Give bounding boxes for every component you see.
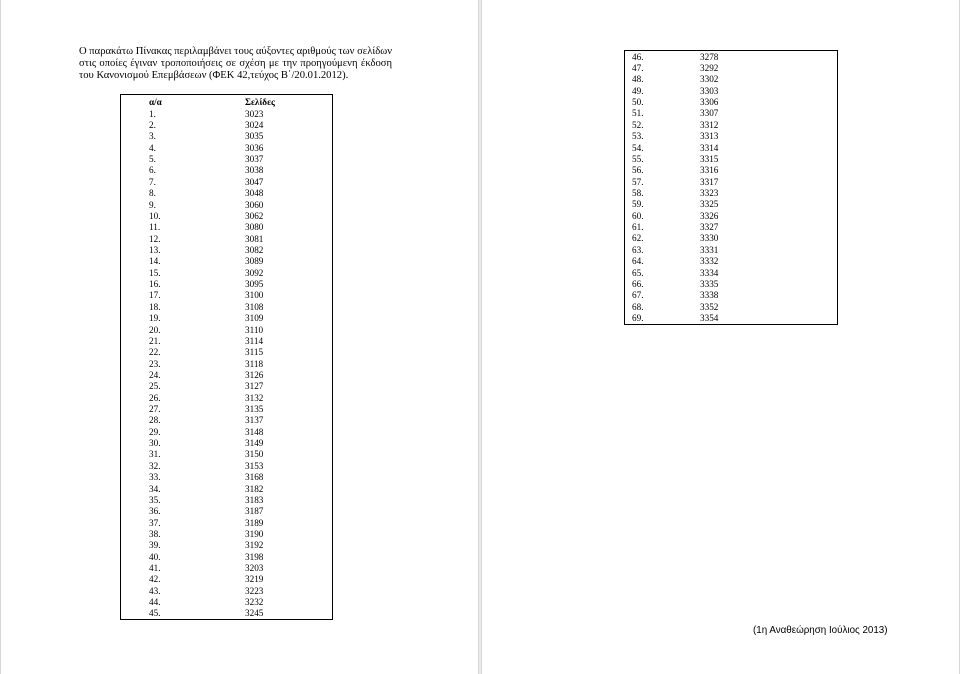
row-page: 3118 <box>245 358 264 369</box>
row-page: 3081 <box>245 233 264 244</box>
row-number: 46. <box>632 51 644 62</box>
row-page: 3332 <box>700 256 719 267</box>
row-number: 31. <box>149 449 161 460</box>
table-row <box>121 585 333 596</box>
row-number: 62. <box>632 233 644 244</box>
table-row <box>121 108 333 119</box>
table-row <box>121 369 333 380</box>
row-number: 24. <box>149 369 161 380</box>
row-number: 61. <box>632 222 644 233</box>
row-page: 3314 <box>700 142 719 153</box>
row-page: 3060 <box>245 199 264 210</box>
row-page: 3114 <box>245 335 264 346</box>
row-number: 36. <box>149 506 161 517</box>
table-row <box>625 74 838 85</box>
table-row <box>625 176 838 187</box>
row-page: 3352 <box>700 301 719 312</box>
row-page: 3092 <box>245 267 264 278</box>
table-row <box>121 188 333 199</box>
table-row <box>121 562 333 573</box>
table-row <box>121 358 333 369</box>
table-row <box>121 449 333 460</box>
row-number: 30. <box>149 438 161 449</box>
row-page: 3036 <box>245 142 264 153</box>
row-number: 7. <box>149 176 156 187</box>
row-page: 3095 <box>245 279 264 290</box>
table-row <box>625 278 838 289</box>
table-row <box>625 119 838 130</box>
row-number: 67. <box>632 290 644 301</box>
row-page: 3219 <box>245 574 264 585</box>
row-number: 69. <box>632 312 644 323</box>
row-page: 3334 <box>700 267 719 278</box>
row-number: 13. <box>149 244 161 255</box>
table-row <box>121 437 333 448</box>
table-row <box>625 187 838 198</box>
table-row <box>625 210 838 221</box>
row-page: 3198 <box>245 551 264 562</box>
table-row <box>121 278 333 289</box>
row-page: 3153 <box>245 460 264 471</box>
row-page: 3037 <box>245 154 264 165</box>
table-row <box>121 347 333 358</box>
row-page: 3245 <box>245 608 264 619</box>
row-number: 10. <box>149 210 161 221</box>
table-row <box>625 142 838 153</box>
table-row <box>625 62 838 73</box>
revision-footer: (1η Αναθεώρηση Ιούλιος 2013) <box>753 625 888 636</box>
table-row <box>121 381 333 392</box>
row-number: 45. <box>149 608 161 619</box>
row-number: 17. <box>149 290 161 301</box>
row-page: 3278 <box>700 51 719 62</box>
row-number: 43. <box>149 585 161 596</box>
row-page: 3338 <box>700 290 719 301</box>
row-number: 14. <box>149 256 161 267</box>
row-number: 12. <box>149 233 161 244</box>
row-number: 39. <box>149 540 161 551</box>
row-page: 3326 <box>700 210 719 221</box>
table-row <box>121 119 333 130</box>
row-page: 3149 <box>245 438 264 449</box>
row-page: 3108 <box>245 301 264 312</box>
table-row <box>625 290 838 301</box>
row-number: 35. <box>149 494 161 505</box>
table-row <box>121 176 333 187</box>
row-number: 56. <box>632 165 644 176</box>
row-number: 38. <box>149 528 161 539</box>
row-page: 3223 <box>245 585 264 596</box>
row-number: 3. <box>149 131 156 142</box>
row-number: 23. <box>149 358 161 369</box>
table-row <box>121 403 333 414</box>
row-page: 3137 <box>245 415 264 426</box>
table-row <box>121 596 333 607</box>
row-page: 3100 <box>245 290 264 301</box>
row-page: 3047 <box>245 176 264 187</box>
row-number: 40. <box>149 551 161 562</box>
table-row <box>121 210 333 221</box>
row-number: 29. <box>149 426 161 437</box>
row-page: 3023 <box>245 108 264 119</box>
table-row <box>121 222 333 233</box>
row-number: 27. <box>149 404 161 415</box>
row-page: 3354 <box>700 312 719 323</box>
row-number: 47. <box>632 63 644 74</box>
row-page: 3189 <box>245 517 264 528</box>
table-row <box>121 153 333 164</box>
row-number: 20. <box>149 324 161 335</box>
header-aa: α/α <box>149 96 162 107</box>
row-page: 3325 <box>700 199 719 210</box>
table-row <box>625 199 838 210</box>
table-row <box>625 51 838 63</box>
row-number: 25. <box>149 381 161 392</box>
table-header-row <box>121 95 333 109</box>
row-number: 1. <box>149 108 156 119</box>
table-row <box>625 312 838 324</box>
row-number: 26. <box>149 392 161 403</box>
row-number: 58. <box>632 187 644 198</box>
table-row <box>121 165 333 176</box>
table-row <box>121 290 333 301</box>
row-page: 3187 <box>245 506 264 517</box>
row-page: 3080 <box>245 222 264 233</box>
page-right <box>481 0 960 674</box>
row-number: 53. <box>632 131 644 142</box>
table-row <box>121 608 333 620</box>
row-number: 34. <box>149 483 161 494</box>
pages-table-right <box>624 50 838 325</box>
table-row <box>121 131 333 142</box>
row-page: 3315 <box>700 153 719 164</box>
row-page: 3292 <box>700 63 719 74</box>
table-row <box>121 528 333 539</box>
row-page: 3190 <box>245 528 264 539</box>
table-row <box>625 165 838 176</box>
row-page: 3303 <box>700 85 719 96</box>
row-page: 3062 <box>245 210 264 221</box>
row-number: 66. <box>632 278 644 289</box>
row-page: 3335 <box>700 278 719 289</box>
table-row <box>121 142 333 153</box>
row-page: 3048 <box>245 188 264 199</box>
row-page: 3132 <box>245 392 264 403</box>
row-page: 3232 <box>245 597 264 608</box>
row-number: 63. <box>632 244 644 255</box>
row-page: 3168 <box>245 472 264 483</box>
table-row <box>625 267 838 278</box>
row-number: 64. <box>632 256 644 267</box>
row-number: 49. <box>632 85 644 96</box>
table-row <box>625 96 838 107</box>
row-page: 3038 <box>245 165 264 176</box>
page-left <box>0 0 479 674</box>
table-row <box>121 199 333 210</box>
row-page: 3317 <box>700 176 719 187</box>
table-row <box>625 233 838 244</box>
row-number: 18. <box>149 301 161 312</box>
table-row <box>121 301 333 312</box>
row-page: 3126 <box>245 369 264 380</box>
row-number: 65. <box>632 267 644 278</box>
row-number: 51. <box>632 108 644 119</box>
row-page: 3192 <box>245 540 264 551</box>
row-number: 55. <box>632 153 644 164</box>
row-number: 9. <box>149 199 156 210</box>
row-number: 48. <box>632 74 644 85</box>
table-row <box>625 108 838 119</box>
row-number: 4. <box>149 142 156 153</box>
row-number: 50. <box>632 97 644 108</box>
table-row <box>121 551 333 562</box>
row-number: 6. <box>149 165 156 176</box>
row-page: 3331 <box>700 244 719 255</box>
row-number: 52. <box>632 119 644 130</box>
row-page: 3203 <box>245 563 264 574</box>
table-row <box>121 392 333 403</box>
row-page: 3024 <box>245 120 264 131</box>
table-row <box>121 244 333 255</box>
table-row <box>121 426 333 437</box>
row-number: 42. <box>149 574 161 585</box>
row-page: 3316 <box>700 165 719 176</box>
row-number: 57. <box>632 176 644 187</box>
row-page: 3082 <box>245 244 264 255</box>
row-page: 3306 <box>700 97 719 108</box>
intro-paragraph: Ο παρακάτω Πίνακας περιλαμβάνει τους αύξοντες αριθμούς των σελίδων στις οποίες έγιναν τροποποιήσεις σε σχέση με την προηγούμενη έκδοση του Κανονισμού Επεμβάσεων (ΦΕΚ 42,τεύχος Β΄/20.01.2012). <box>79 46 392 82</box>
row-number: 2. <box>149 120 156 131</box>
row-page: 3183 <box>245 494 264 505</box>
row-number: 59. <box>632 199 644 210</box>
table-row <box>121 483 333 494</box>
row-number: 68. <box>632 301 644 312</box>
row-number: 37. <box>149 517 161 528</box>
row-page: 3035 <box>245 131 264 142</box>
table-row <box>121 506 333 517</box>
table-row <box>121 517 333 528</box>
table-row <box>121 415 333 426</box>
row-number: 33. <box>149 472 161 483</box>
table-row <box>625 255 838 266</box>
table-row <box>625 131 838 142</box>
row-number: 5. <box>149 154 156 165</box>
row-number: 19. <box>149 313 161 324</box>
table-row <box>121 494 333 505</box>
table-row <box>121 472 333 483</box>
table-row <box>121 324 333 335</box>
table-row <box>625 301 838 312</box>
row-number: 41. <box>149 563 161 574</box>
table-row <box>121 233 333 244</box>
row-number: 60. <box>632 210 644 221</box>
row-page: 3330 <box>700 233 719 244</box>
table-row <box>121 460 333 471</box>
row-page: 3109 <box>245 313 264 324</box>
row-page: 3313 <box>700 131 719 142</box>
row-page: 3148 <box>245 426 264 437</box>
row-number: 22. <box>149 347 161 358</box>
row-number: 44. <box>149 597 161 608</box>
table-row <box>121 256 333 267</box>
row-page: 3115 <box>245 347 264 358</box>
row-page: 3089 <box>245 256 264 267</box>
table-row <box>121 267 333 278</box>
table-row <box>625 244 838 255</box>
row-number: 15. <box>149 267 161 278</box>
pages-table-left <box>120 94 333 620</box>
row-page: 3127 <box>245 381 264 392</box>
table-row <box>121 540 333 551</box>
table-row <box>121 335 333 346</box>
row-number: 8. <box>149 188 156 199</box>
row-number: 54. <box>632 142 644 153</box>
row-page: 3150 <box>245 449 264 460</box>
row-page: 3135 <box>245 404 264 415</box>
table-row <box>121 574 333 585</box>
row-page: 3182 <box>245 483 264 494</box>
row-number: 11. <box>149 222 161 233</box>
row-number: 21. <box>149 335 161 346</box>
row-page: 3327 <box>700 222 719 233</box>
table-row <box>625 153 838 164</box>
row-page: 3110 <box>245 324 264 335</box>
table-row <box>121 312 333 323</box>
row-number: 28. <box>149 415 161 426</box>
table-row <box>625 85 838 96</box>
table-row <box>625 221 838 232</box>
row-page: 3307 <box>700 108 719 119</box>
header-pages: Σελίδες <box>245 96 275 107</box>
row-page: 3323 <box>700 187 719 198</box>
row-page: 3312 <box>700 119 719 130</box>
row-number: 16. <box>149 279 161 290</box>
row-number: 32. <box>149 460 161 471</box>
row-page: 3302 <box>700 74 719 85</box>
